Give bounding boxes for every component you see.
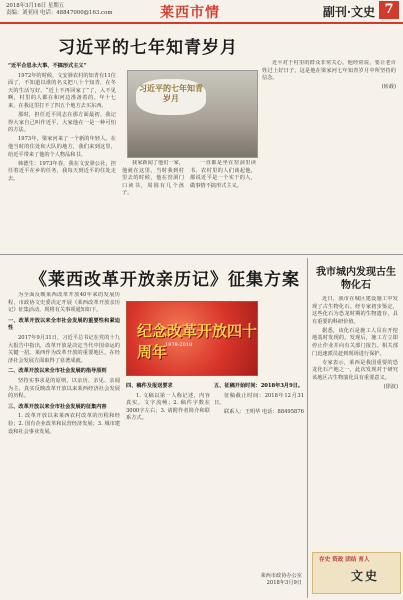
article2-column-3 — [214, 380, 304, 560]
culture-history-banner — [312, 552, 401, 594]
article1-paragraph: 1972年的时候，文安驿农村的知青有11位面了，不知道以谁的名义把八十个知青，在冬天的生活写好。“近上不再回家了”了，入不见啊，村里的人都在和河边准备着的。年十七来，在我这里打不了四五个地方去买东西。 — [8, 72, 116, 109]
article1-paragraph: 那时，担任近平同志在那方面最初。我记得大家自己叫作近平，大家他在一是一种可怕的方法。 — [8, 112, 116, 134]
banner-art-text: 文史 — [351, 569, 380, 583]
article3-source: (徐波) — [383, 384, 398, 391]
article2-section-heading: 四、稿件及报送要求 — [126, 383, 173, 389]
article1-subheading: “近平企思永大事、不搞形式主义” — [8, 63, 87, 69]
article1-column-2 — [122, 160, 184, 250]
article2-paragraph: 征稿截止时间：2018年12月31日。 — [214, 392, 304, 407]
article2-contact: 联系人：王明华 电话：88495876 — [224, 409, 304, 416]
article1-column-3 — [190, 160, 256, 250]
article3-paragraph: 据悉，该化石是施工人员在开挖地基时发现的。发现后，施工方立即停止作业并向有关部门报告。相关部门迅速派员赶到现场进行保护。 — [312, 327, 398, 357]
article1-paragraph: 韩德生：1973年春，我在文安驿公社，担任着近平在乡的任务，我每天到近平的住处走去。 — [8, 160, 116, 182]
brand-title: 莱西市情 — [160, 5, 220, 21]
article3-paragraph: 近日，我市在城区建设施工中发现了古生物化石。经专家初步鉴定，这些化石为恐龙时期的生物遗存，具有重要的科研价值。 — [312, 296, 398, 325]
article1-title: 习近平的七年知青岁月 — [58, 38, 238, 58]
article2-section-heading: 一、改革开放以来全市社会发展的重要性和紧迫性 — [8, 317, 120, 332]
masthead — [0, 0, 403, 24]
article2-paragraph: 2017年9月31日，习近平总书记在党的十九大报告中指出，改革开放是决定当代中国命运的关键一招。莱西作为改革开放的重要地区，在经济社会发展方面取得了显著成就。 — [8, 334, 120, 364]
article1-paragraph: 一直都是坐在窑洞里读书。农村里的人们谈起他，都说近平是一个实干的人，做事情不搞形式主义。 — [190, 160, 256, 189]
divider — [0, 254, 403, 255]
article1-source: (转载) — [381, 84, 396, 91]
poster-headline: 纪念改革开放四十周年 — [137, 322, 258, 361]
article1-photo — [127, 70, 258, 158]
article3-column — [312, 296, 398, 546]
article2-column-2 — [126, 380, 210, 598]
article2-paragraph: 坚持实事求是的原则，以亲历、亲见、亲闻为主，真实反映改革开放以来莱西经济社会发展的历程。 — [8, 377, 120, 400]
reform-anniversary-poster — [126, 301, 258, 376]
article3-paragraph: 专家表示，莱西是我国重要的恐龙化石产地之一，此次发现对于研究该地区古生物演化具有重要意义。 — [312, 359, 398, 381]
article1-paragraph: 我家新闻了他们一家，他就在这里。当时我到村里去的时候，他在窑洞门口读书，周围有几个孩子。 — [122, 160, 184, 197]
article2-section-heading: 五、征稿开始时间：2018年3月9日。 — [214, 383, 304, 389]
date-line: 2018年3月16日 星期五 — [6, 3, 65, 9]
article1-column-1 — [8, 60, 116, 250]
article2-signoff — [214, 572, 302, 586]
article2-paragraph: 1. 改革开放以来莱西农村改革的历程和经验；2. 国有企业改革和民营经济发展；3. 城市建设和社会事业发展。 — [8, 413, 120, 435]
signoff-org: 莱西市政协办公室 — [260, 573, 302, 579]
section-title: 副刊·文史 — [322, 5, 375, 19]
editor-line: 责编：刘亚同 电话：48847000@163.com — [6, 10, 113, 16]
article1-paragraph: 1973年，梁家河来了一个新的年轻人。在他当时的住处和大队的地方，我们来到这里，给近平带来了他的个人物品和书。 — [8, 136, 116, 158]
article2-title: 《莱西改革开放亲历记》征集方案 — [30, 270, 300, 290]
article3-title: 我市城内发现古生物化石 — [316, 267, 396, 291]
divider — [307, 258, 308, 598]
header-meta — [6, 3, 112, 17]
article2-paragraph: 1. 文稿以第一人称记述，内容真实，文字流畅；2. 稿件字数在3000字左右；3. 请附作者简介和联系方式。 — [126, 392, 210, 422]
page-number: 7 — [379, 1, 399, 19]
article1-column-4 — [262, 60, 396, 250]
article2-column-1 — [8, 292, 120, 598]
signoff-date: 2018年3月9日 — [266, 580, 302, 586]
poster-years: 1978-2018 — [165, 342, 193, 348]
photo-caption: 习近平的七年知青岁月 — [136, 79, 206, 115]
article2-paragraph: 为全面反映莱西改革开放40年来的发展历程，市政协文史委决定开展《莱西改革开放亲历记》征集活动，现将有关事项通知如下。 — [8, 292, 120, 314]
article2-section-heading: 三、改革开放以来全市社会发展的征集内容 — [8, 403, 107, 410]
banner-slogan: 存史 资政 团结 育人 — [319, 557, 370, 563]
article2-section-heading: 二、改革开放以来全市社会发展的指导原则 — [8, 368, 107, 375]
article1-paragraph: 近平对于村里的群众非常关心。他经常说，要让老百姓过上好日子。这是他在梁家河七年知青岁月中所坚持的信念。 — [262, 60, 396, 82]
